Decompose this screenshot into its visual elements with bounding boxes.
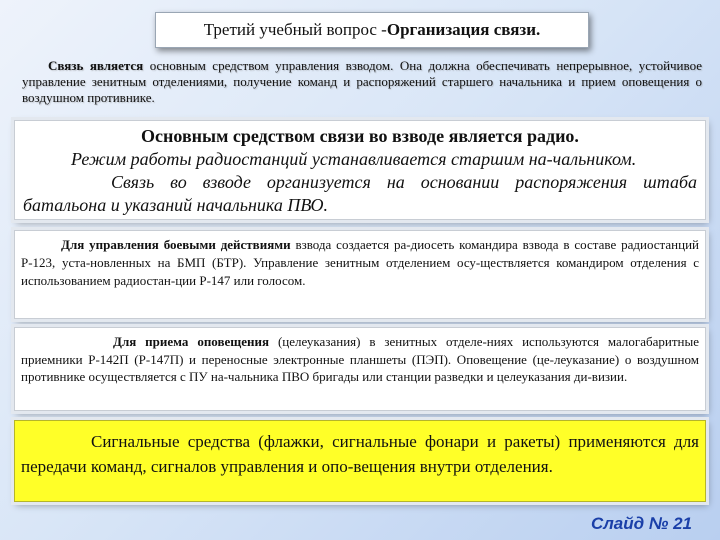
signal-box: [14, 420, 706, 502]
signal-text: применяются для передачи команд, сигналов управления и опо-вещения внутри отделения.: [21, 432, 699, 476]
control-lead: Для управления боевыми действиями: [61, 237, 291, 252]
title-bold: Организация связи.: [386, 20, 541, 39]
title-prefix: Третий учебный вопрос -: [203, 20, 387, 39]
intro-lead: Связь является: [48, 58, 144, 73]
intro-text: основным средством управления взводом. Она должна обеспечивать непрерывное, устойчивое управление зенитным отделениями, получение команд и распоряжений старшего начальника и прием оповещения о воздушном противнике.: [22, 58, 702, 105]
slide-title: [155, 12, 589, 48]
intro-paragraph: [22, 58, 702, 106]
alert-text: (целеуказания) в зенитных отделе-ниях используются малогабаритные приемники Р-142П (Р-147П) и переносные электронные планшеты (ПЭП). Оповещение (це-леуказание) о воздушном противнике осуществляется с ПУ на-чальника ПВО бригады или станции разведки и целеуказания ди-визии.: [21, 334, 700, 384]
radio-main-statement: Основным средством связи во взводе является радио.: [141, 126, 579, 146]
control-text: взвода создается ра-диосеть командира взвода в составе радиостанций Р-123, уста-новленных на БМП (БТР). Управление зенитным отделением осу-ществляется командиром отделения с использованием радиостан-ции Р-147 или голосом.: [21, 237, 699, 288]
alert-lead: Для приема оповещения: [113, 334, 270, 349]
alert-box: [14, 327, 706, 411]
control-box: [14, 230, 706, 319]
radio-organization-statement: Связь во взводе организуется на основании распоряжения штаба батальона и указаний начальника ПВО.: [23, 172, 697, 215]
slide-number: Слайд № 21: [590, 514, 692, 533]
radio-box: [14, 120, 706, 220]
signal-lead: Сигнальные средства (флажки, сигнальные фонари и ракеты): [91, 432, 561, 451]
radio-mode-statement: Режим работы радиостанций устанавливается старшим на-чальником.: [71, 149, 637, 169]
